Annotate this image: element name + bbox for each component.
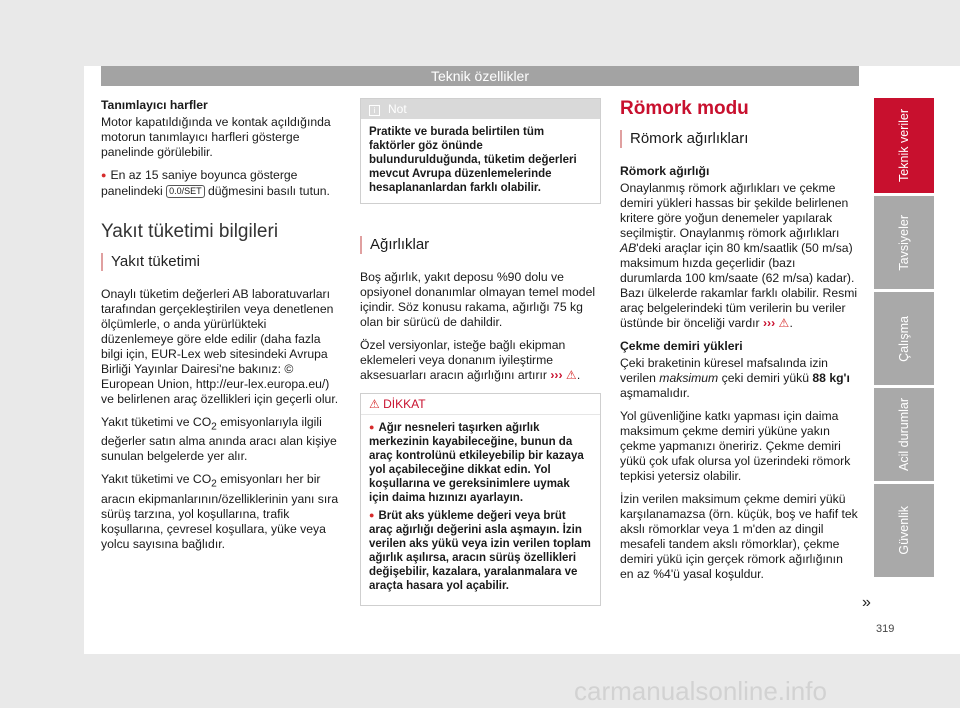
tab-calisma[interactable]: Çalışma <box>874 292 934 385</box>
continue-icon: » <box>862 594 871 611</box>
paragraph: Onaylı tüketim değerleri AB laboratuvarları tarafından gerçekleştirilen veya denetlenen ölçümlerle, o anda yürürlükteki düzenlemeye göre elde edilir (daha fazla bilgi için, EUR-Lex web sitesindeki Avrupa Birliği Yayınlar Dairesi'ne bakınız: © European Union, http://eur-lex.europa.eu/) ve belirlenen araç özellikleri için geçerli olur. <box>101 287 339 406</box>
button-key-label: 0.0/SET <box>166 185 205 198</box>
column-middle <box>360 98 601 606</box>
paragraph: Yol güvenliğine katkı yapması için daima maksimum çekme demiri yüküne yakın çekme yapmanızı öneririz. Çekme demiri yükü çok ufak olursa yol üzerindeki römork tepkisi yetersiz olabilir. <box>620 409 851 483</box>
page-number: 319 <box>876 623 895 635</box>
warning-triangle-icon: ⚠ <box>778 316 790 330</box>
note-text: Pratikte ve burada belirtilen tüm faktörler göz önünde bulundurulduğunda, tüketim değerleri mevcut Avrupa düzenlemelerinde hesaplananlardan farklı olabilir. <box>369 126 577 194</box>
paragraph: Onaylanmış römork ağırlıkları ve çekme demiri yükleri hassas bir şekilde belirlenen kritere göre yoğun denemeler yapılarak seçilmiştir. Onaylanmış römork ağırlıkları AB'deki araçlar için 80 km/saatlik (50 m/sa) maksimum hızda geçerlidir (bazı durumlarda 100 km/saate (62 m/sa) kadar). Bazı ülkelerde rakamlar farklı olabilir. Resmi araç belgelerindeki tüm verilerin bu veriler üstünde bir önceliği vardır ››› ⚠. <box>620 181 858 330</box>
warning-triangle-icon: ⚠ <box>565 368 577 382</box>
section-subtitle: Yakıt tüketimi <box>101 253 339 271</box>
info-icon: i <box>369 105 380 116</box>
bullet-item: ● En az 15 saniye boyunca gösterge panelindeki 0.0/SET düğmesini basılı tutun. <box>101 168 339 199</box>
tab-teknik-veriler[interactable]: Teknik veriler <box>874 98 934 193</box>
paragraph: Çeki braketinin küresel mafsalında izin verilen maksimum çeki demiri yükü 88 kg'ı aşmamalıdır. <box>620 356 850 400</box>
page-header: Teknik özellikler <box>101 66 859 86</box>
column-right <box>620 98 858 590</box>
note-box <box>360 98 601 204</box>
reference-arrows-icon: ››› <box>550 368 563 382</box>
paragraph: Yakıt tüketimi ve $CO_2$ emisyonlarıyla ilgili değerler satın alma anında aracı alan kişiye sunulan belgelerde yer alır. <box>101 415 337 464</box>
paragraph: Motor kapatıldığında ve kontak açıldığında motorun tanımlayıcı harfleri gösterge panelinde görülebilir. <box>101 115 331 159</box>
paragraph: Özel versiyonlar, isteğe bağlı ekipman eklemeleri veya donanım iyileştirme aksesuarları aracın ağırlığını artırır ››› ⚠. <box>360 338 581 382</box>
section-subheading: Çekme demiri yükleri <box>620 339 743 353</box>
tab-tavsiyeler[interactable]: Tavsiyeler <box>874 196 934 289</box>
section-title: Römork modu <box>620 98 749 119</box>
section-subtitle: Römork ağırlıkları <box>620 130 858 148</box>
note-header: i Not <box>361 99 600 119</box>
caution-box <box>360 393 601 606</box>
warning-triangle-icon: ⚠ <box>369 397 380 411</box>
tab-acil-durumlar[interactable]: Acil durumlar <box>874 388 934 481</box>
reference-arrows-icon: ››› <box>762 316 776 330</box>
paragraph: Yakıt tüketimi ve $CO_2$ emisyonları her bir aracın ekipmanlarının/özelliklerinin yanı sıra sürüş tarzına, yol koşullarına, trafik koşullarına, çevresel koşullara, yüke veya yolcu sayısına bağlıdır. <box>101 472 339 551</box>
chapter-tabs <box>874 98 934 580</box>
section-subheading: Tanımlayıcı harfler <box>101 98 208 112</box>
watermark: carmanualsonline.info <box>574 676 827 706</box>
paragraph: İzin verilen maksimum çekme demiri yükü karşılanamazsa (örn. küçük, boş ve hafif tek akslı römorklar veya 1 m'den az dingil mesafeli tandem akslı römorklar), çekme demiri yükü için gerçek römork ağırlığının en az %4'ü yasal koşuldur. <box>620 492 858 581</box>
caution-header: ⚠ DİKKAT <box>361 394 600 415</box>
section-subheading: Römork ağırlığı <box>620 164 710 178</box>
column-left <box>101 98 339 560</box>
section-subtitle: Ağırlıklar <box>360 236 601 254</box>
section-title: Yakıt tüketimi bilgileri <box>101 221 279 242</box>
paragraph: Boş ağırlık, yakıt deposu %90 dolu ve opsiyonel donanımlar olmayan temel model içindir. Söz konusu rakama, ağırlığı 75 kg olan bir sürücü de dahildir. <box>360 270 596 329</box>
caution-item: ● Ağır nesneleri taşırken ağırlık merkezinin kayabileceğine, bunun da araç kontrolünü etkileyebilip bir kazaya yol açabileceğine dikkat edin. Yol koşullarına ve gereksinimlere uymak için daima hızınızı ayarlayın. <box>369 421 592 505</box>
caution-item: ● Brüt aks yükleme değeri veya brüt araç ağırlığı değerini asla aşmayın. İzin verilen aks yükü veya izin verilen toplam ağırlık aşılırsa, aracın sürüş özellikleri değişebilir, kazalara, yaralanmalara ve araçta hasara yol açabilir. <box>369 509 592 593</box>
tab-guvenlik[interactable]: Güvenlik <box>874 484 934 577</box>
